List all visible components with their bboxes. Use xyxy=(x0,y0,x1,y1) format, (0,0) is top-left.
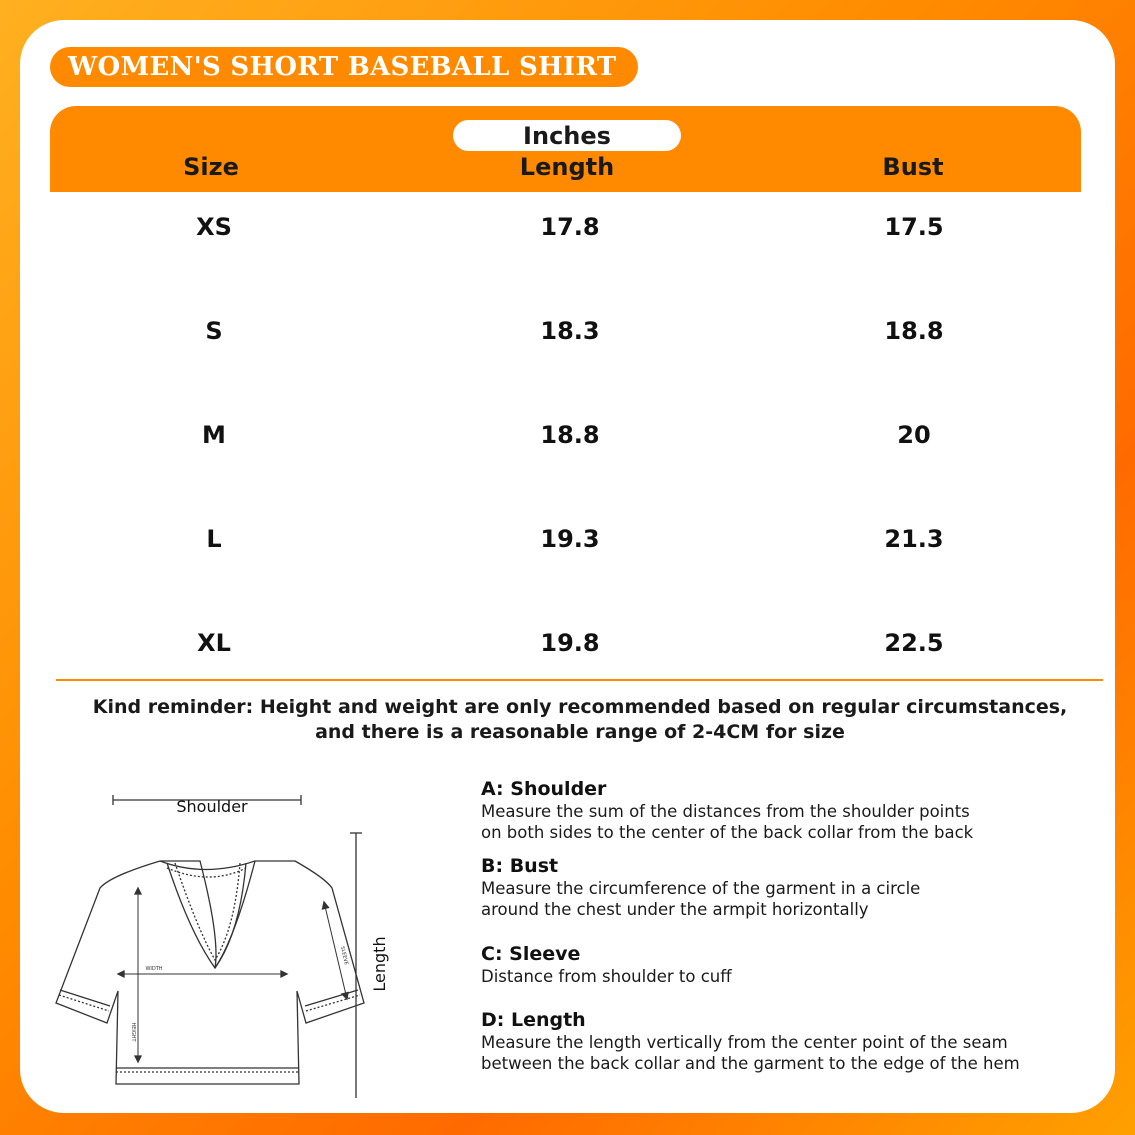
table-row xyxy=(20,317,1115,357)
note-desc-line-1: Measure the length vertically from the center point of the seam xyxy=(481,1033,1008,1052)
note-desc-line-2: around the chest under the armpit horizontally xyxy=(481,900,869,919)
width-label: WIDTH xyxy=(145,966,163,972)
height-label: HEIGHT xyxy=(130,1022,136,1042)
shirt-outline xyxy=(56,861,364,1084)
column-header-length: Length xyxy=(519,153,615,181)
unit-badge: Inches xyxy=(453,120,681,151)
note-shoulder xyxy=(481,777,1101,843)
length-cell: 19.8 xyxy=(540,629,600,657)
note-desc-line-1: Measure the sum of the distances from the shoulder points xyxy=(481,802,970,821)
note-desc-line-2: on both sides to the center of the back collar from the back xyxy=(481,823,974,842)
note-bust xyxy=(481,854,1101,920)
table-row xyxy=(20,629,1115,669)
title-badge xyxy=(50,47,638,87)
note-title: A: Shoulder xyxy=(481,778,607,800)
bust-cell: 22.5 xyxy=(884,629,944,657)
note-desc-line-1: Distance from shoulder to cuff xyxy=(481,967,732,986)
reminder-line-2: and there is a reasonable range of 2-4CM for size xyxy=(315,721,845,743)
bust-cell: 20 xyxy=(897,421,931,449)
width-measure-line xyxy=(118,971,287,977)
note-desc-line-2: between the back collar and the garment to the edge of the hem xyxy=(481,1054,1020,1073)
bust-cell: 18.8 xyxy=(884,317,944,345)
table-row xyxy=(20,213,1115,253)
column-header-bust: Bust xyxy=(882,153,944,181)
note-sleeve xyxy=(481,942,1101,987)
size-cell: S xyxy=(205,317,223,345)
length-label: Length xyxy=(370,936,389,992)
table-header xyxy=(50,106,1081,192)
page-title: WOMEN'S SHORT BASEBALL SHIRT xyxy=(68,52,617,82)
table-divider xyxy=(56,679,1103,681)
length-measure-line xyxy=(350,833,362,1098)
shoulder-label: Shoulder xyxy=(176,797,248,816)
table-row xyxy=(20,525,1115,565)
kind-reminder xyxy=(60,695,1100,745)
note-desc-line-1: Measure the circumference of the garment in a circle xyxy=(481,879,921,898)
note-title: C: Sleeve xyxy=(481,943,581,965)
note-length xyxy=(481,1008,1101,1074)
length-cell: 18.8 xyxy=(540,421,600,449)
size-cell: XL xyxy=(197,629,231,657)
length-cell: 19.3 xyxy=(540,525,600,553)
column-header-size: Size xyxy=(183,153,239,181)
size-cell: L xyxy=(206,525,222,553)
length-cell: 17.8 xyxy=(540,213,600,241)
note-title: B: Bust xyxy=(481,855,559,877)
shirt-measurement-diagram xyxy=(50,768,450,1098)
size-cell: M xyxy=(202,421,226,449)
reminder-line-1: Kind reminder: Height and weight are only recommended based on regular circumstances, xyxy=(92,696,1068,718)
note-title: D: Length xyxy=(481,1009,586,1031)
sleeve-label: SLEEVE xyxy=(338,945,350,966)
size-chart-card xyxy=(20,20,1115,1113)
collar-outline xyxy=(167,863,246,968)
table-row xyxy=(20,421,1115,461)
bust-cell: 21.3 xyxy=(884,525,944,553)
length-cell: 18.3 xyxy=(540,317,600,345)
bust-cell: 17.5 xyxy=(884,213,944,241)
size-cell: XS xyxy=(196,213,232,241)
